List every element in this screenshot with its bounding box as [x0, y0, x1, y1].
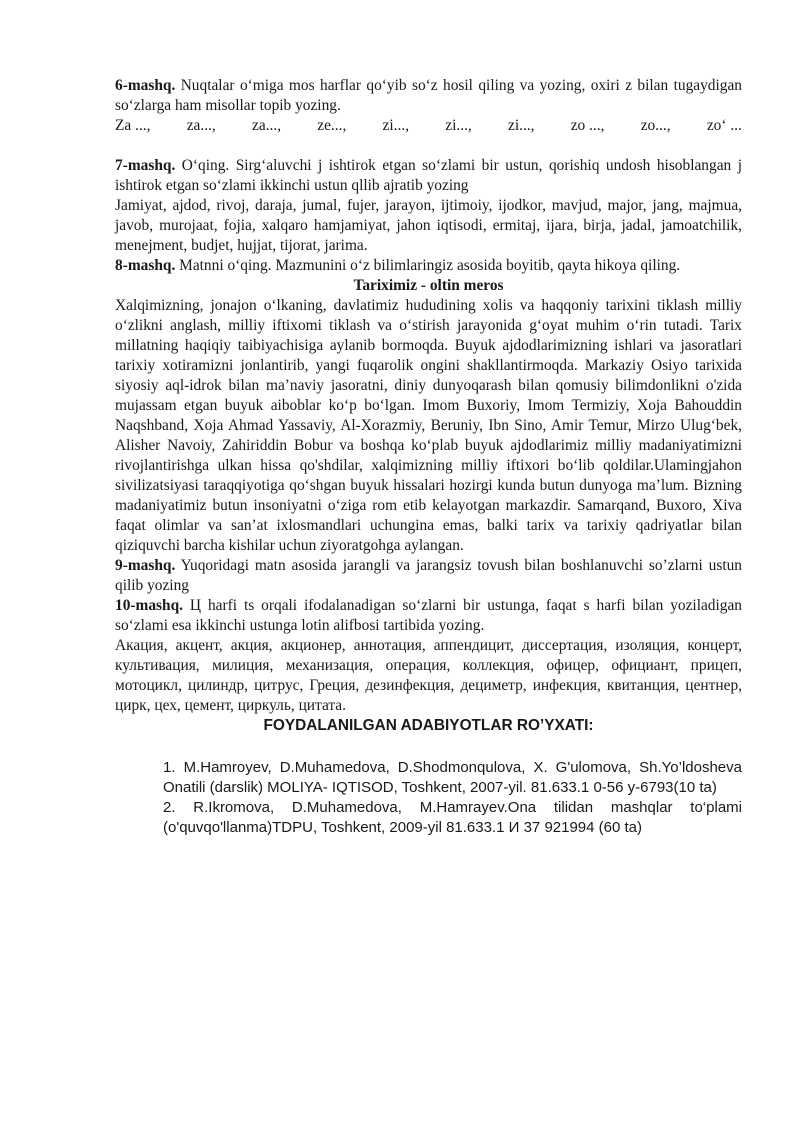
exercise-9-text: Yuqoridagi matn asosida jarangli va jarangsiz tovush bilan boshlanuvchi so’zlarni ustun qilib yozing	[115, 557, 742, 594]
fill-item: zo...,	[640, 117, 671, 134]
reading-title: Tariximiz - oltin meros	[353, 277, 504, 294]
fill-item: zi...,	[382, 117, 410, 134]
references-heading: FOYDALANILGAN ADABIYOTLAR RO’YXATI:	[263, 717, 594, 734]
fill-item: zi...,	[507, 117, 535, 134]
exercise-6-fill-row	[115, 116, 742, 136]
exercise-8-label: 8-mashq.	[115, 257, 176, 274]
fill-item: zo ...,	[570, 117, 605, 134]
fill-item: za...,	[251, 117, 282, 134]
exercise-7-instruction	[115, 156, 742, 196]
exercise-8-instruction	[115, 256, 742, 276]
exercise-7-word-list: Jamiyat, ajdod, rivoj, daraja, jumal, fujer, jarayon, ijtimoiy, ijodkor, mavjud, major, jang, majmua, javob, murojaat, fojia, xalqaro hamjamiyat, jahon iqtisodi, ermitaj, ijara, birja, jadal, jamoatchilik, menejment, budjet, hujjat, tijorat, jarima.	[115, 197, 742, 254]
reference-item: 1. M.Hamroyev, D.Muhamedova, D.Shodmonqulova, X. G'ulomova, Sh.Yo’ldosheva Onatili (darslik) MOLIYA- IQTISOD, Toshkent, 2007-yil. 81.633.1 0-56 y-6793(10 ta)	[163, 759, 742, 796]
document-page	[115, 76, 742, 838]
exercise-10-instruction	[115, 596, 742, 636]
exercise-9-instruction	[115, 556, 742, 596]
exercise-6-label: 6-mashq.	[115, 77, 176, 94]
exercise-9-label: 9-mashq.	[115, 557, 176, 574]
exercise-7-text: O‘qing. Sirg‘aluvchi j ishtirok etgan so‘zlami bir ustun, qorishiq undosh hisoblangan j ishtirok etgan so‘zlami ikkinchi ustun qllib ajratib yozing	[115, 157, 742, 194]
fill-item: zo‘ ...	[706, 117, 742, 134]
exercise-6-instruction	[115, 76, 742, 116]
exercise-7-label: 7-mashq.	[115, 157, 176, 174]
references-list	[163, 758, 742, 838]
exercise-6-text: Nuqtalar o‘miga mos harflar qo‘yib so‘z hosil qiling va yozing, oxiri z bilan tugaydigan so‘zlarga ham misollar topib yozing.	[115, 77, 742, 114]
exercise-10-text: Ц harfi ts orqali ifodalanadigan so‘zlarni bir ustunga, faqat s harfi bilan yoziladigan so‘zlami esa ikkinchi ustunga lotin alifbosi tartibida yozing.	[115, 597, 742, 634]
fill-item: ze...,	[317, 117, 347, 134]
spacer	[115, 136, 742, 156]
exercise-10-label: 10-mashq.	[115, 597, 183, 614]
fill-item: za...,	[186, 117, 216, 134]
fill-item: Za ...,	[115, 117, 151, 134]
exercise-8-text: Matnni o‘qing. Mazmunini o‘z bilimlaringiz asosida boyitib, qayta hikoya qiling.	[175, 257, 681, 274]
reference-item: 2. R.Ikromova, D.Muhamedova, M.Hamrayev.Ona tilidan mashqlar to‘plami (o'quvqo'llanma)TDPU, Toshkent, 2009-yil 81.633.1 И 37 921994 (60 ta)	[163, 799, 742, 836]
exercise-10-word-list: Акация, акцент, акция, акционер, аннотация, аппендицит, диссертация, изоляция, концерт, культивация, милиция, механизация, операция, коллекция, офицер, официант, прицеп, мотоцикл, цилиндр, цитрус, Греция, дезинфекция, дециметр, инфекция, квитанция, центнер, цирк, цех, цемент, циркуль, цитата.	[115, 637, 742, 714]
reading-body: Xalqimizning, jonajon o‘lkaning, davlatimiz hududining xolis va haqqoniy tarixini tiklash milliy o‘zlikni anglash, milliy iftixomi tiklash va o‘stirish jarayonida g‘oyat muhim o‘rin tutadi. Tarix millatning haqiqiy taibiyachisiga aylanib bormoqda. Buyuk ajdodlarimizning ishlari va jasoratlari tarixiy xotiramizni jonlantirib, yangi fuqarolik ongini shakllantirmoqda. Markaziy Osiyo tarixida siyosiy aql-idrok bilan ma’naviy jasoratni, diniy dunyoqarash bilan qomusiy bilimdonlikni o'zida mujassam etgan buyuk aiboblar ko‘p bo‘lgan. Imom Buxoriy, Imom Termiziy, Xoja Bahouddin Naqshband, Xoja Ahmad Yassaviy, Al-Xorazmiy, Beruniy, Ibn Sino, Amir Temur, Mirzo Ulug‘bek, Alisher Navoiy, Zahiriddin Bobur va boshqa ko‘plab buyuk ajdodlarimiz milliy madaniyatimizni rivojlantirishga ulkan hissa qo'shdilar, xalqimizning milliy iftixori bo‘lib qoldilar.Ulamingjahon sivilizatsiyasi taraqqiyotiga qo‘shgan buyuk hissalari hozirgi kunda butun dunyoga ma’lum. Bizning madaniyatimiz butun insoniyatni o‘ziga rom etib kelayotgan markazdir. Samarqand, Buxoro, Xiva faqat olimlar va san’at ixlosmandlari uchungina emas, balki tarix va tarixiy qadriyatlar bilan qiziquvchi barcha kishilar uchun ziyoratgohga aylangan.	[115, 297, 742, 554]
fill-item: zi...,	[445, 117, 472, 134]
